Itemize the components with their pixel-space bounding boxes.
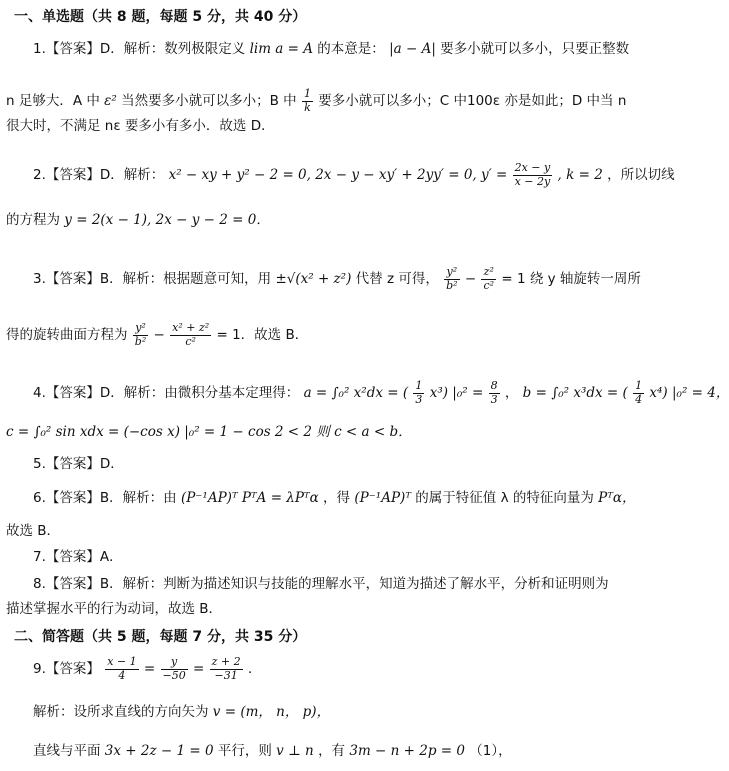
q4-b-tail: x⁴) |₀² = 4，	[649, 385, 729, 402]
q5-line: 5.【答案】D．	[33, 456, 124, 472]
q6-expr-c: Pᵀα，	[598, 490, 636, 506]
q6-line-1	[33, 492, 636, 506]
q3-fraction-x2z2c2: $\frac{\text{x² + z²}}{\text{c²}}$	[172, 321, 210, 348]
q3-fraction-y2b2-b: $\frac{\text{y²}}{\text{b²}}$	[134, 321, 147, 348]
q4-a-mid: x³) |₀² =	[429, 385, 484, 402]
q4-comma: ，	[504, 385, 519, 402]
q3-line-1: 3.【答案】B．解析：根据题意可知，用 ±√(x² + z²) 代替 z 可得， $\frac{\text{y²}}{\text{b²}}$ − $\frac{\text{z²}}{\text{c²}}$ = 1 绕 y 轴旋转一周所	[33, 265, 641, 292]
q9-line-1: 9.【答案】 $\frac{x - 1}{4}$ = $\frac{y}{-50}$ = $\frac{z + 2}{-31}$ ．	[33, 655, 262, 682]
q9-text-d: 平行，则	[217, 743, 272, 759]
q8-line-1: 8.【答案】B．解析：判断为描述知识与技能的理解水平，知道为描述了解水平，分析和证明则为	[33, 576, 609, 592]
q1-text-d: n 足够大．A 中	[6, 93, 100, 110]
q1-line-2	[6, 88, 626, 114]
q3-text-c: = 1 绕 y 轴旋转一周所	[501, 271, 641, 288]
q1-text-a: 1.【答案】D．解析：数列极限定义	[33, 41, 246, 57]
section-2-heading: 二、简答题（共 5 题，每题 7 分，共 35 分）	[14, 629, 307, 645]
q1-line-3: 很大时，不满足 nε 要多小有多小．故选 D．	[6, 118, 275, 134]
q2-equation: x² − xy + y² − 2 = 0, 2x − y − xy′ + 2yy′ = 0, y′ =	[168, 167, 508, 184]
q3-text-b: 代替 z 可得，	[355, 271, 439, 288]
q6-expr-a: (P⁻¹AP)ᵀ PᵀA = λPᵀα	[180, 490, 319, 506]
q1-line-1	[33, 43, 629, 57]
q4-a-integral: a = ∫₀² x²dx = (	[303, 385, 409, 402]
q1-eps-sq: ε²	[104, 93, 117, 110]
q1-fraction-1k: $\frac{1}{k}$	[303, 87, 311, 114]
q1-text-f: 要多小就可以多小；C 中100ε 亦是如此；D 中当 n	[318, 93, 627, 110]
q6-text-b: ，得	[323, 490, 351, 506]
q6-line-2: 故选 B．	[6, 523, 61, 539]
q3-text-e: = 1．故选 B．	[216, 327, 309, 344]
q2-k-value: , k = 2	[557, 167, 603, 184]
q3-text-d: 得的旋转曲面方程为	[6, 327, 128, 344]
q4-b-integral: b = ∫₀² x³dx = (	[522, 385, 628, 402]
q8-line-2: 描述掌握水平的行为动词，故选 B．	[6, 601, 223, 617]
q9-equation-1: 3m − n + 2p = 0	[349, 743, 465, 759]
q9-text-b: 解析：设所求直线的方向矢为	[33, 704, 209, 720]
q6-expr-b: (P⁻¹AP)ᵀ	[354, 490, 411, 506]
q3-text-a: 3.【答案】B．解析：根据题意可知，用	[33, 271, 272, 288]
q9-text-e: ，有	[318, 743, 346, 759]
q4-text-a: 4.【答案】D．解析：由微积分基本定理得：	[33, 385, 300, 402]
q2-text-b: ，所以切线	[607, 167, 675, 184]
q2-line-2	[6, 214, 270, 228]
q9-line-3	[33, 745, 512, 759]
q3-sqrt-expr: ±√(x² + z²)	[275, 271, 352, 288]
q1-text-e: 当然要多小就可以多小；B 中	[121, 93, 297, 110]
q4-line-2: c = ∫₀² sin xdx = (−cos x) |₀² = 1 − cos 2 < 2 则 c < a < b．	[6, 424, 412, 440]
q2-tangent-eq: y = 2(x − 1), 2x − y − 2 = 0．	[64, 212, 270, 228]
q2-line-1	[33, 162, 675, 188]
q9-line-2	[33, 706, 330, 720]
q1-text-b: 的本意是：	[317, 41, 385, 57]
q9-text-a: 9.【答案】	[33, 661, 100, 678]
q1-abs-expr: |a − A|	[389, 41, 436, 57]
q1-text-c: 要多小就可以多小，只要正整数	[440, 41, 630, 57]
q3-fraction-y2b2: $\frac{\text{y²}}{\text{b²}}$	[446, 265, 458, 292]
q6-text-c: 的属于特征值 λ 的特征向量为	[415, 490, 594, 506]
q6-text-a: 6.【答案】B．解析：由	[33, 490, 177, 506]
q3-line-2: 得的旋转曲面方程为 $\frac{\text{y²}}{\text{b²}}$ − $\frac{\text{x² + z²}}{\text{c²}}$ = 1．故选 B．	[6, 321, 309, 348]
q2-text-a: 2.【答案】D．解析：	[33, 167, 165, 184]
q9-text-f: （1），	[469, 743, 512, 759]
q9-text-c: 直线与平面	[33, 743, 101, 759]
section-1-heading: 一、单选题（共 8 题，每题 5 分，共 40 分）	[14, 9, 307, 25]
q2-text-c: 的方程为	[6, 212, 60, 228]
q3-fraction-z2c2: $\frac{\text{z²}}{\text{c²}}$	[483, 265, 495, 292]
q9-perp: v ⊥ n	[276, 743, 314, 759]
q4-line-1: 4.【答案】D．解析：由微积分基本定理得： a = ∫₀² x²dx = ( $\frac{1}{3}$ x³) |₀² = $\frac{8}{3}$ ， b = ∫₀² x³dx = ( $\frac{1}{4}$ x⁴) |₀² = 4，	[33, 379, 729, 406]
q1-limit-expr: lim a = A	[249, 41, 313, 57]
q2-fraction-yprime: $\frac{2x - y}{x - 2y}$	[514, 161, 551, 188]
q9-plane: 3x + 2z − 1 = 0	[104, 743, 214, 759]
q7-line: 7.【答案】A．	[33, 549, 123, 565]
q9-direction-vector: v = (m， n， p)，	[212, 704, 331, 720]
